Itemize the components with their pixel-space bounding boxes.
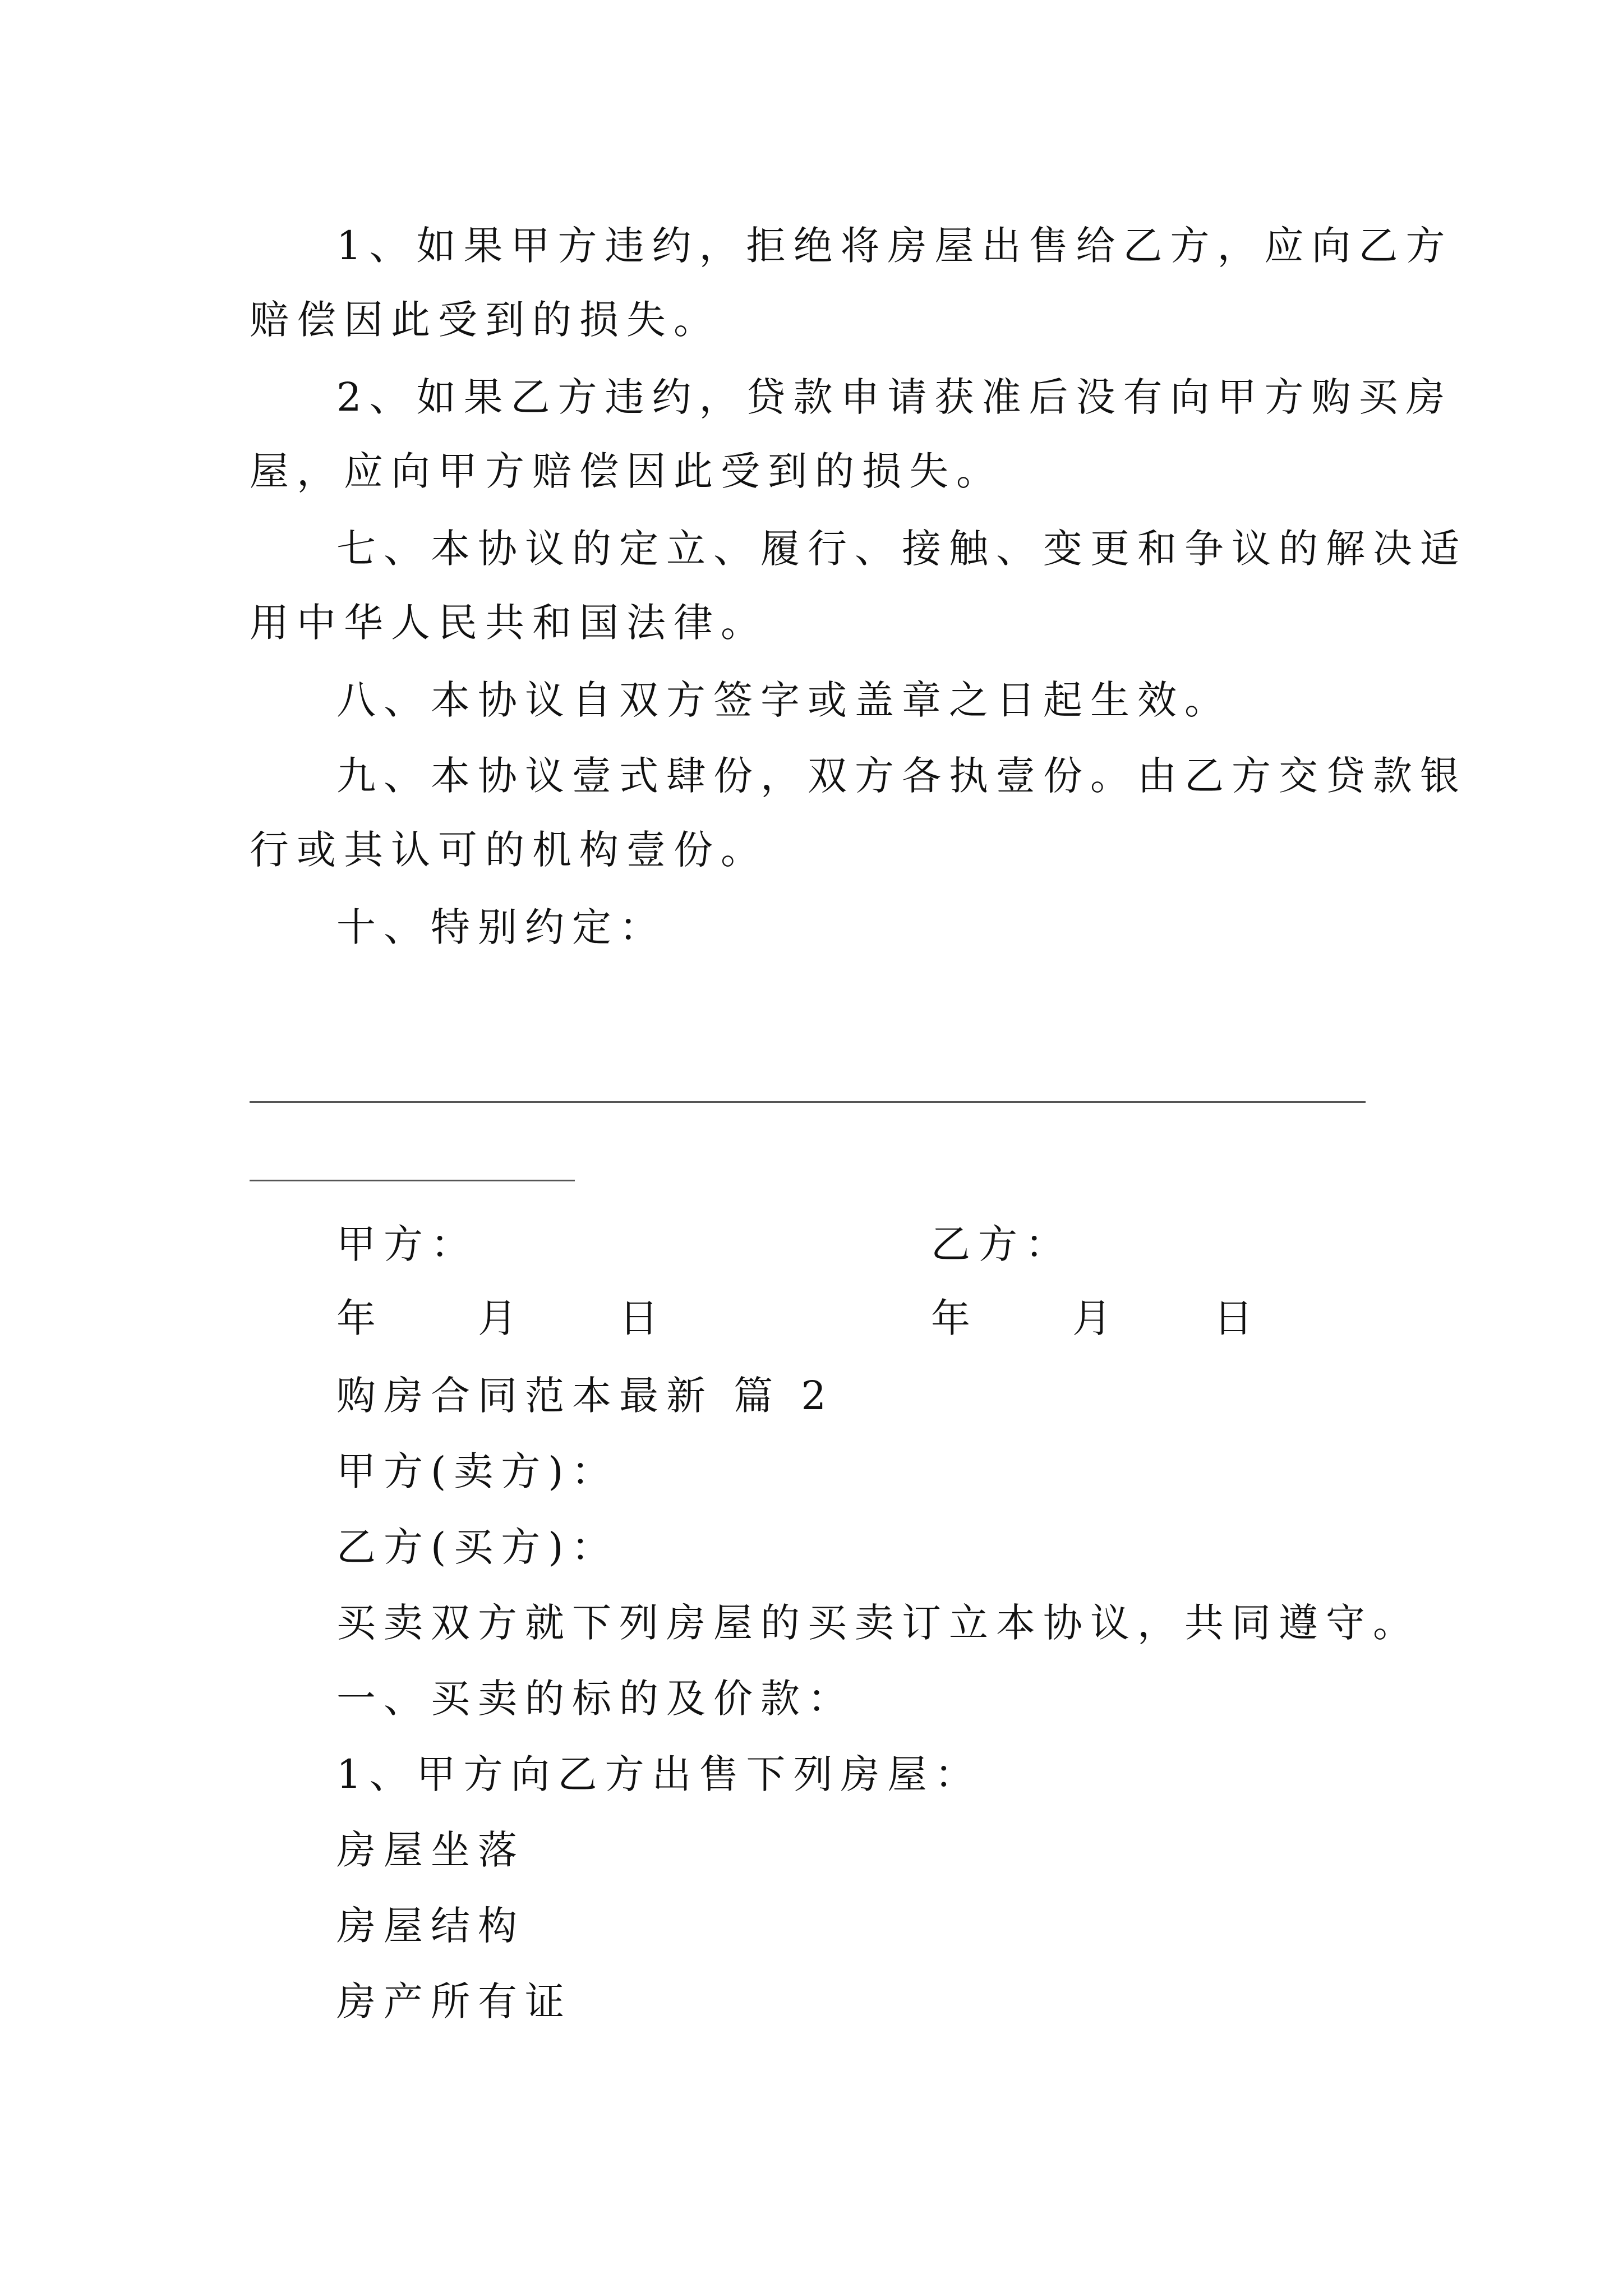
clause-7-line-2: 用中华人民共和国法律。 (250, 600, 768, 646)
clause-8: 八、本协议自双方签字或盖章之日起生效。 (336, 677, 1232, 723)
buyer-label: 乙方(买方)： (336, 1524, 619, 1570)
agreement-intro: 买卖双方就下列房屋的买卖订立本协议，共同遵守。 (336, 1600, 1420, 1646)
field-house-location: 房屋坐落 (336, 1827, 525, 1873)
party-a-signature-label: 甲方： (336, 1221, 478, 1267)
clause-10-special-terms: 十、特别约定： (336, 904, 666, 950)
blank-fill-line-1 (250, 1101, 1366, 1103)
clause-7-line-1: 七、本协议的定立、履行、接触、变更和争议的解决适 (336, 526, 1467, 572)
clause-9-line-2: 行或其认可的机构壹份。 (250, 827, 768, 873)
clause-6-2-line-1: 2、如果乙方违约，贷款申请获准后没有向甲方购买房 (336, 374, 1453, 420)
clause-9-line-1: 九、本协议壹式肆份，双方各执壹份。由乙方交贷款银 (336, 753, 1467, 799)
clause-6-2-line-2: 屋，应向甲方赔偿因此受到的损失。 (250, 448, 1003, 494)
clause-6-1-line-2: 赔偿因此受到的损失。 (250, 297, 721, 343)
seller-label: 甲方(卖方)： (336, 1448, 619, 1494)
party-b-date: 年 月 日 (931, 1295, 1261, 1341)
clause-1-heading: 一、买卖的标的及价款： (336, 1676, 855, 1722)
clause-6-1-line-1: 1、如果甲方违约，拒绝将房屋出售给乙方，应向乙方 (336, 223, 1453, 269)
blank-fill-line-2 (250, 1180, 575, 1181)
party-b-signature-label: 乙方： (931, 1221, 1072, 1267)
section-2-title: 购房合同范本最新 篇 2 (336, 1373, 834, 1419)
party-a-date: 年 月 日 (336, 1295, 666, 1341)
clause-1-item-1: 1、甲方向乙方出售下列房屋： (336, 1751, 982, 1797)
field-house-structure: 房屋结构 (336, 1903, 525, 1949)
field-property-certificate: 房产所有证 (336, 1978, 572, 2024)
